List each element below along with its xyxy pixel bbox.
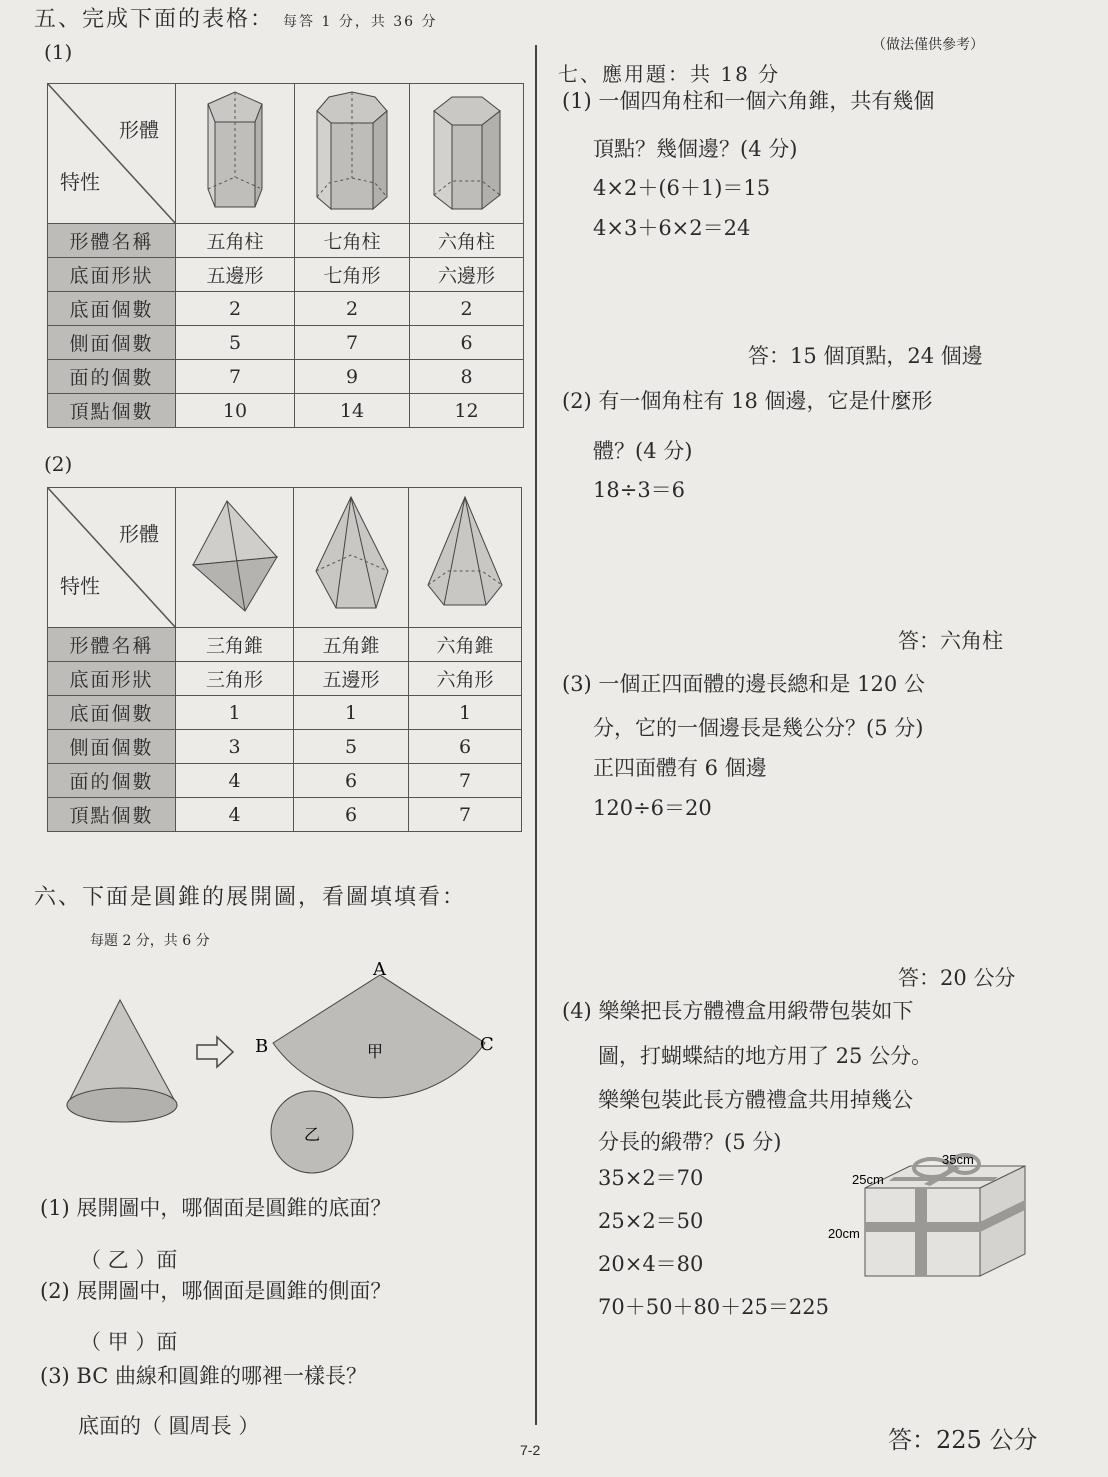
q4-work-1: 35×2＝70 (598, 1166, 704, 1190)
pentagonal-prism-icon (176, 84, 295, 224)
s6-answer-2: （ 甲 ）面 (80, 1330, 178, 1354)
q2-line-2: 體？(4 分) (593, 439, 693, 463)
point-b-label: B (255, 1036, 269, 1057)
point-a-label: A (373, 959, 386, 980)
s6-question-1: (1) 展開圖中，哪個面是圓錐的底面？ (40, 1196, 392, 1220)
corner-property-label: 特性 (60, 574, 100, 598)
table-cell: 三角錐 (176, 628, 294, 662)
table-cell: 5 (294, 730, 409, 764)
gift-box-icon (865, 1155, 1025, 1276)
box-height-label: 20cm (828, 1226, 860, 1241)
corner-property-label: 特性 (60, 170, 100, 194)
hexagonal-pyramid-icon (409, 488, 522, 628)
section5-score: 每答 1 分，共 36 分 (283, 14, 438, 30)
table1-label: (1) (44, 40, 73, 64)
q1-work-2: 4×3＋6×2＝24 (593, 216, 751, 240)
s6-question-2: (2) 展開圖中，哪個面是圓錐的側面？ (40, 1279, 392, 1303)
table-cell: 7 (176, 360, 295, 394)
table-cell: 1 (176, 696, 294, 730)
table-cell: 7 (409, 798, 522, 832)
table-cell: 7 (295, 326, 410, 360)
prism-table (47, 83, 524, 428)
table-cell: 2 (295, 292, 410, 326)
row-header: 形體名稱 (48, 224, 176, 258)
table-cell: 五邊形 (294, 662, 409, 696)
table-cell: 六邊形 (410, 258, 524, 292)
circle-label: 乙 (304, 1125, 321, 1144)
table-cell: 6 (294, 764, 409, 798)
table-cell: 1 (294, 696, 409, 730)
q3-work-1: 正四面體有 6 個邊 (593, 756, 767, 780)
s6-question-3: (3) BC 曲線和圓錐的哪裡一樣長？ (40, 1364, 367, 1388)
q1-line-2: 頂點？幾個邊？(4 分) (593, 137, 798, 161)
row-header: 側面個數 (48, 326, 176, 360)
table-cell: 4 (176, 798, 294, 832)
q1-work-1: 4×2＋(6＋1)＝15 (593, 176, 771, 200)
table-cell: 六角柱 (410, 224, 524, 258)
table-cell: 2 (410, 292, 524, 326)
sector-jia (273, 975, 485, 1098)
q3-line-1: (3) 一個正四面體的邊長總和是 120 公 (562, 672, 925, 696)
section7-title: 七、應用題：共 18 分 (558, 62, 781, 86)
hexagonal-prism-icon (410, 84, 524, 224)
s6-answer-3: 底面的（ 圓周長 ） (78, 1414, 260, 1438)
row-header: 底面形狀 (48, 662, 176, 696)
row-header: 形體名稱 (48, 628, 176, 662)
s6-answer-1: （ 乙 ）面 (80, 1248, 178, 1272)
table-cell: 14 (295, 394, 410, 428)
q2-work-1: 18÷3＝6 (593, 478, 686, 502)
row-header: 底面形狀 (48, 258, 176, 292)
row-header: 頂點個數 (48, 394, 176, 428)
q4-line-3: 樂樂包裝此長方體禮盒共用掉幾公 (598, 1088, 913, 1112)
table2-label: (2) (44, 452, 73, 476)
heptagonal-prism-icon (295, 84, 410, 224)
q2-answer: 答：六角柱 (898, 629, 1003, 653)
table-cell: 六角錐 (409, 628, 522, 662)
table-cell: 12 (410, 394, 524, 428)
section6-title: 六、下面是圓錐的展開圖，看圖填填看： (34, 885, 467, 910)
table-corner-cell (48, 84, 176, 224)
table-cell: 2 (176, 292, 295, 326)
q3-answer: 答：20 公分 (898, 966, 1016, 990)
cone-icon (67, 1000, 177, 1122)
box-length-label: 35cm (942, 1152, 974, 1167)
row-header: 面的個數 (48, 360, 176, 394)
q4-line-2: 圖，打蝴蝶結的地方用了 25 公分。 (598, 1044, 933, 1068)
q4-line-1: (4) 樂樂把長方體禮盒用緞帶包裝如下 (562, 999, 914, 1023)
q2-line-1: (2) 有一個角柱有 18 個邊，它是什麼形 (562, 389, 933, 413)
table-cell: 3 (176, 730, 294, 764)
q4-line-4: 分長的緞帶？(5 分) (598, 1130, 782, 1154)
box-width-label: 25cm (852, 1172, 884, 1187)
table-cell: 五角錐 (294, 628, 409, 662)
page-number: 7-2 (520, 1442, 541, 1458)
table-cell: 9 (295, 360, 410, 394)
corner-shape-label: 形體 (119, 522, 159, 546)
q3-work-2: 120÷6＝20 (593, 796, 712, 820)
table-cell: 三角形 (176, 662, 294, 696)
q1-line-1: (1) 一個四角柱和一個六角錐，共有幾個 (562, 89, 935, 113)
sector-label: 甲 (367, 1042, 384, 1061)
row-header: 底面個數 (48, 292, 176, 326)
q4-work-3: 20×4＝80 (598, 1252, 704, 1276)
table-cell: 七角形 (295, 258, 410, 292)
q4-work-4: 70＋50＋80＋25＝225 (598, 1295, 829, 1319)
table-cell: 6 (409, 730, 522, 764)
section5-title: 五、完成下面的表格： 每答 1 分，共 36 分 (34, 7, 438, 32)
row-header: 頂點個數 (48, 798, 176, 832)
right-arrow-icon (197, 1037, 233, 1067)
corner-diagonal (48, 84, 176, 224)
table-cell: 6 (410, 326, 524, 360)
section7-note: （做法僅供參考） (872, 37, 984, 53)
q3-line-2: 分，它的一個邊長是幾公分？(5 分) (593, 716, 924, 740)
table-cell: 10 (176, 394, 295, 428)
column-divider (535, 45, 537, 1425)
table-cell: 1 (409, 696, 522, 730)
triangular-pyramid-icon (176, 488, 294, 628)
table-cell: 7 (409, 764, 522, 798)
table-corner-cell (48, 488, 176, 628)
cone-net-diagram (55, 955, 525, 1175)
q4-work-2: 25×2＝50 (598, 1209, 704, 1233)
pentagonal-pyramid-icon (294, 488, 409, 628)
table-cell: 8 (410, 360, 524, 394)
section6-score: 每題 2 分，共 6 分 (90, 933, 210, 949)
corner-shape-label: 形體 (119, 118, 159, 142)
table-cell: 六角形 (409, 662, 522, 696)
table-cell: 5 (176, 326, 295, 360)
table-cell: 七角柱 (295, 224, 410, 258)
table-cell: 6 (294, 798, 409, 832)
table-cell: 五角柱 (176, 224, 295, 258)
row-header: 面的個數 (48, 764, 176, 798)
pyramid-table (47, 487, 522, 832)
row-header: 底面個數 (48, 696, 176, 730)
row-header: 側面個數 (48, 730, 176, 764)
q4-answer: 答：225 公分 (888, 1426, 1038, 1454)
q1-answer: 答：15 個頂點，24 個邊 (748, 344, 983, 368)
corner-diagonal (48, 488, 176, 628)
table-cell: 4 (176, 764, 294, 798)
point-c-label: C (480, 1034, 494, 1055)
table-cell: 五邊形 (176, 258, 295, 292)
gift-box-diagram (820, 1148, 1040, 1288)
